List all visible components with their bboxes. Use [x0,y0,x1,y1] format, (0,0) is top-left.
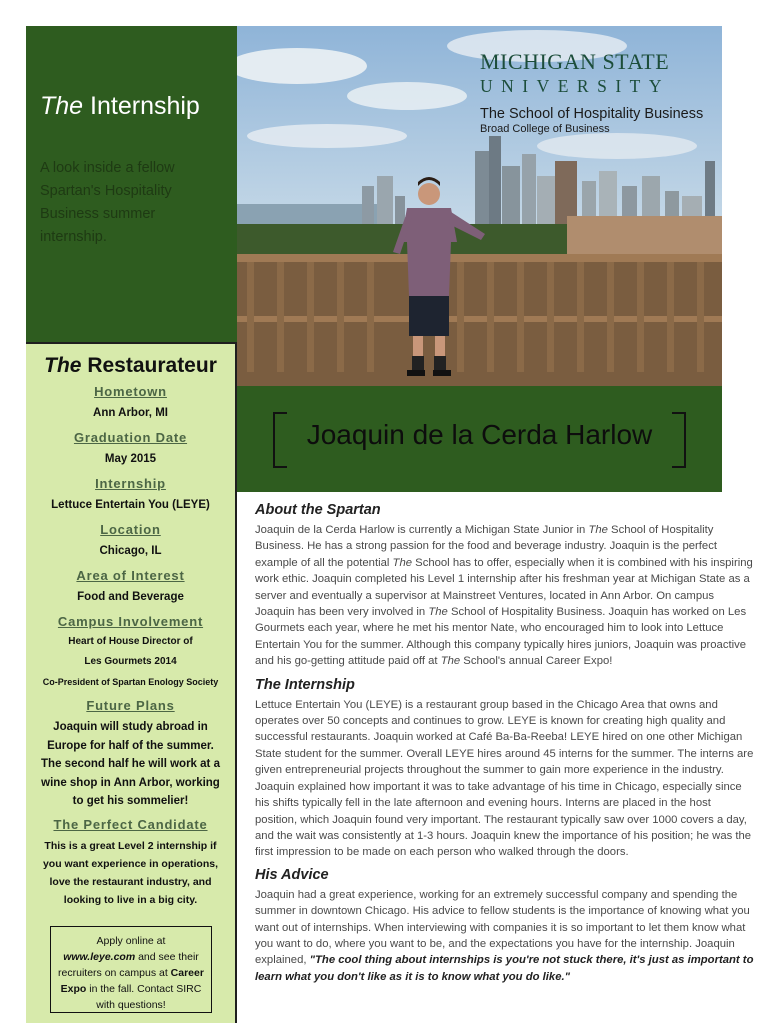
graduation-value: May 2015 [104,453,157,465]
page-subtitle: A look inside a fellow Spartan's Hospitality Business summer internship. [40,160,175,245]
hometown-label: Hometown [94,384,167,399]
about-the-italic: The [440,655,461,668]
msu-logo [480,50,703,135]
about-text: School of Hospitality Business. He has a strong passion for the food and beverage industry. Joaquin is the perfect example of all the potential [255,524,717,569]
page-title-italic: The [40,92,84,120]
about-text: Joaquin de la Cerda Harlow is currently a Michigan State Junior in [255,524,589,536]
profile-sidebar [26,342,237,1023]
internship-value: Lettuce Entertain You (LEYE) [51,499,210,511]
future-value: Joaquin will study abroad in Europe for half of the summer. The second half he will work at a wine shop in Ann Arbor, working to get his sommelier! [41,721,220,807]
sidebar-title-rest: Restaurateur [87,354,217,377]
candidate-value: This is a great Level 2 internship if you want experience in operations, love the restaurant industry, and looking to live in a big city. [42,839,219,906]
name-banner [237,386,722,492]
about-heading: About the Spartan [255,502,381,518]
article [255,500,755,985]
career-expo-text: Career Expo [60,967,204,995]
about-text: School of Hospitality Business. Joaquin has worked on Les Gourmets each year, where he met his mentor Nate, who encouraged him to look into Lettuce Entertain You for the summer. Although this company typically hires juniors, Joaquin was proactive and his go-getting attitude paid off at [255,606,747,668]
school-name: The School of Hospitality Business [480,106,704,122]
campus-value-1: Heart of House Director of [68,636,193,647]
student-photo [237,26,722,386]
interest-value: Food and Beverage [77,591,184,603]
campus-label: Campus Involvement [57,614,204,629]
internship-label: Internship [95,476,166,491]
future-label: Future Plans [86,698,175,713]
apply-text-1: Apply online at [96,935,166,947]
graduation-label: Graduation Date [73,430,188,445]
about-the-italic: The [588,524,608,536]
about-the-italic: The [392,556,413,569]
advice-quote: "The cool thing about internships is you're not stuck there, it's just as important to learn what you don't like as it is to know what you do like." [255,954,754,983]
sidebar-title-italic: The [44,354,82,377]
location-value: Chicago, IL [99,545,162,557]
sidebar-title [26,354,235,378]
apply-info-box [50,926,212,1013]
apply-text-3: in the fall. Contact SIRC with questions! [89,983,202,1011]
advice-body [255,887,755,985]
interest-label: Area of Interest [76,568,185,583]
about-body [255,522,755,670]
msu-logo-line2: UNIVERSITY [480,76,670,96]
about-text: School's annual Career Expo! [460,655,613,668]
page-title-rest: Internship [90,92,200,120]
apply-link[interactable]: www.leye.com [63,951,136,963]
about-text: School has to offer, especially when it is combined with his inspiring work ethic. Joaquin completed his Level 1 internship after his freshman year at Michigan State as a server and eventually a supervisor at Mainstreet Ventures, located in Ann Arbor. On campus Joaquin has been very involved in [255,556,753,619]
campus-value-3: Co-President of Spartan Enology Society [42,677,219,687]
apply-text-2: and see their recruiters on campus at [58,951,199,979]
page-title [40,92,225,121]
about-the-italic: The [428,606,448,619]
hometown-value: Ann Arbor, MI [93,407,168,419]
header-panel [26,26,237,342]
student-name: Joaquin de la Cerda Harlow [306,419,653,450]
advice-heading: His Advice [255,866,329,883]
college-name: Broad College of Business [480,123,610,135]
location-label: Location [100,522,161,537]
campus-value-2: Les Gourmets 2014 [84,656,177,667]
msu-logo-line1: MICHIGAN STATE [480,49,670,74]
internship-heading: The Internship [255,676,355,693]
candidate-label: The Perfect Candidate [53,816,208,832]
bracket-right-icon [672,412,686,468]
advice-text: Joaquin had a great experience, working for an extremely successful company and spending the summer in downtown Chicago. His advice to fellow students is the importance of knowing what you want out of internships. When interviewing with companies it is so important to let them know what you want to do, where you want to be, and the expectations you have for the internship. Joaquin explained, [255,888,750,967]
internship-body: Lettuce Entertain You (LEYE) is a restaurant group based in the Chicago Area that owns and operates over 50 concepts and continues to grow. LEYE is known for creating high quality and successful restaurants. Joaquin worked at Café Ba-Ba-Reeba! LEYE hired on one other Michigan State student for the summer. Overall LEYE hires around 45 interns for the summer. The interns are given entrepreneurial projects throughout the summer to gain more experience in the industry. Joaquin explained how important it was to take advantage of his time in Chicago, especially since his shifts typically fell in the late afternoon and evening hours. Interns are placed in the host position, which Joaquin found very important. The restaurant typically saw over 1000 covers a day, and the wait was consistently at 1-3 hours. Joaquin knew the importance of his position; he was the first impression to be made on each person who walked through the doors. [255,698,754,859]
